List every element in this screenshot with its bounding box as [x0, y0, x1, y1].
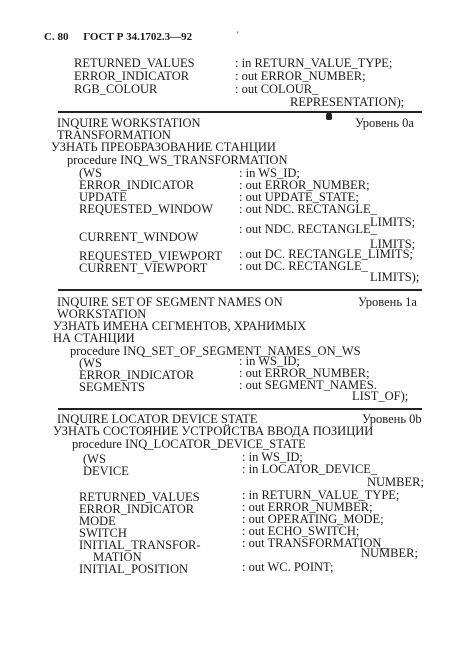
section2-level: Уровень 1а — [358, 295, 417, 309]
s1-row-2-right: : out UPDATE_STATE; — [239, 190, 359, 204]
s1-row-4-right: LIMITS; — [370, 215, 416, 229]
s2-row-0-left: (WS — [79, 356, 102, 370]
tick-mark: ' — [237, 30, 239, 40]
section-divider-2 — [58, 289, 422, 291]
s3-row-1-left: DEVICE — [83, 464, 129, 478]
s2-row-2-right: : out SEGMENT_NAMES. — [239, 378, 377, 392]
bullet-mark — [326, 113, 332, 120]
s2-row-3-right: LIST_OF); — [352, 389, 409, 403]
section3-russian-title: УЗНАТЬ СОСТОЯНИЕ УСТРОЙСТВА ВВОДА ПОЗИЦИИ — [53, 424, 374, 438]
s1-row-2-left: UPDATE — [79, 190, 127, 204]
section1-russian-title: УЗНАТЬ ПРЕОБРАЗОВАНИЕ СТАНЦИИ — [51, 140, 276, 154]
s3-row-6-left: SWITCH — [79, 526, 127, 540]
s3-row-7-right: : out TRANSFORMATION_ — [242, 536, 388, 550]
s1-row-3-right: : out NDC. RECTANGLE_ — [239, 202, 377, 216]
s1-row-5-left: CURRENT_WINDOW — [79, 230, 199, 244]
s1-row-0-right: : in WS_ID; — [239, 166, 300, 180]
s3-row-5-right: : out OPERATING_MODE; — [242, 512, 384, 526]
s1-row-6-right: LIMITS; — [370, 237, 416, 251]
section-divider-3 — [58, 408, 422, 410]
s3-row-8-right: NUMBER; — [361, 546, 418, 560]
s1-row-8-left: CURRENT_VIEWPORT — [79, 261, 208, 275]
section1-level: Уровень 0а — [355, 116, 414, 130]
s2-row-1-right: : out ERROR_NUMBER; — [239, 366, 370, 380]
s3-row-9-left: INITIAL_POSITION — [79, 562, 189, 576]
standard-designation: ГОСТ Р 34.1702.3—92 — [83, 31, 193, 43]
s1-row-5-right: : out NDC. RECTANGLE_ — [239, 222, 377, 236]
page-number: С. 80 — [44, 31, 69, 43]
section2-title-line1: INQUIRE SET OF SEGMENT NAMES ON — [57, 295, 283, 309]
s3-row-2-right: NUMBER; — [367, 475, 424, 489]
s1-row-3-left: REQUESTED_WINDOW — [79, 202, 214, 216]
section2-title-line2: WORKSTATION — [57, 307, 147, 321]
s1-row-1-right: : out ERROR_NUMBER; — [239, 178, 370, 192]
top-row-0-left: RETURNED_VALUES — [74, 56, 195, 70]
s3-row-7-left: INITIAL_TRANSFOR- — [79, 538, 201, 552]
s3-row-3-right: : in RETURN_VALUE_TYPE; — [242, 488, 400, 502]
top-row-0-right: : in RETURN_VALUE_TYPE; — [235, 56, 393, 70]
s3-row-5-left: MODE — [79, 514, 116, 528]
s3-row-0-left: (WS — [83, 452, 106, 466]
section1-procedure: procedure INQ_WS_TRANSFORMATION — [67, 153, 288, 167]
s2-row-1-left: ERROR_INDICATOR — [79, 368, 195, 382]
s3-row-4-left: ERROR_INDICATOR — [79, 502, 195, 516]
s3-row-9-right: : out WC. POINT; — [242, 560, 334, 574]
section1-title-line2: TRANSFORMATION — [57, 128, 171, 142]
top-row-1-left: ERROR_INDICATOR — [74, 69, 190, 83]
s3-row-6-right: : out ECHO_SWITCH; — [242, 524, 360, 538]
section-divider-1 — [58, 111, 422, 113]
s3-row-3-left: RETURNED_VALUES — [79, 490, 200, 504]
section3-procedure: procedure INQ_LOCATOR_DEVICE_STATE — [72, 437, 306, 451]
top-row-1-right: : out ERROR_NUMBER; — [235, 69, 366, 83]
top-row-2-left: RGB_COLOUR — [74, 82, 158, 96]
s1-row-1-left: ERROR_INDICATOR — [79, 178, 195, 192]
s2-row-2-left: SEGMENTS — [79, 380, 145, 394]
s1-row-8-right: : out DC. RECTANGLE_ — [239, 259, 368, 273]
s1-row-7-right: : out DC. RECTANGLE_LIMITS; — [239, 247, 413, 261]
top-row-3-right: REPRESENTATION); — [290, 95, 405, 109]
s1-row-7-left: REQUESTED_VIEWPORT — [79, 249, 222, 263]
top-row-2-right: : out COLOUR_ — [235, 82, 319, 96]
s3-row-1-right: : in LOCATOR_DEVICE_ — [242, 462, 378, 476]
s3-row-8-left: MATION — [93, 550, 142, 564]
section2-procedure: procedure INQ_SET_OF_SEGMENT_NAMES_ON_WS — [70, 344, 361, 358]
section1-title-line1: INQUIRE WORKSTATION — [57, 116, 201, 130]
section3-level: Уровень 0b — [362, 412, 422, 426]
s3-row-0-right: : in WS_ID; — [242, 450, 303, 464]
s1-row-9-right: LIMITS); — [370, 270, 420, 284]
section3-title-line1: INQUIRE LOCATOR DEVICE STATE — [57, 412, 258, 426]
s3-row-4-right: : out ERROR_NUMBER; — [242, 500, 373, 514]
section2-russian-line2: НА СТАНЦИИ — [53, 331, 135, 345]
section2-russian-line1: УЗНАТЬ ИМЕНА СЕГМЕНТОВ, ХРАНИМЫХ — [53, 319, 307, 333]
s1-row-0-left: (WS — [79, 166, 102, 180]
page-header — [44, 31, 192, 43]
s2-row-0-right: : in WS_ID; — [239, 354, 300, 368]
